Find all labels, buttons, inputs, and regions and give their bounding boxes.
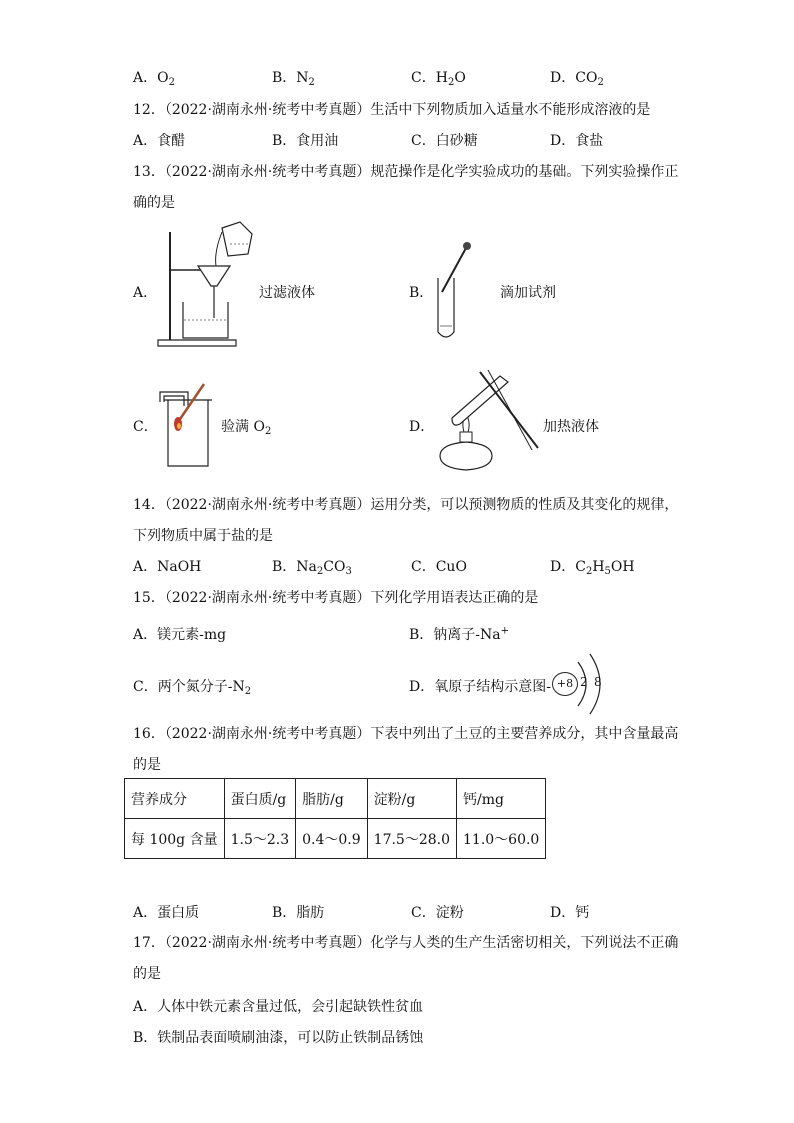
table-cell: 0.4～0.9 [296,819,368,859]
table-cell: 每 100g 含量 [125,819,225,859]
q14-option-c[interactable]: C．CuO [411,559,467,575]
table-row [125,819,546,859]
table-header-cell: 蛋白质/g [224,779,296,819]
q12-option-a[interactable]: A．食醋 [133,133,186,149]
q13-option-b-letter[interactable]: B． [409,285,434,301]
table-header-cell: 营养成分 [125,779,225,819]
q11-option-d[interactable]: D．$CO_2$ [550,70,604,88]
q11-option-b[interactable]: B．$N_2$ [272,70,315,88]
filtration-apparatus-figure [148,222,258,350]
table-cell: 17.5～28.0 [367,819,456,859]
atom-shell-1-count: 2 [580,675,588,689]
q11-option-c[interactable]: C．$H_2O$ [411,70,466,88]
q13-option-d-letter[interactable]: D． [409,419,435,435]
q16-option-c[interactable]: C．淀粉 [411,905,464,921]
q13-option-a-letter[interactable]: A． [133,285,158,301]
q15-option-c[interactable]: C．两个氮分子$-N_2$ [133,679,252,697]
atom-nucleus: +8 [552,672,578,696]
table-cell: 11.0～60.0 [457,819,546,859]
table-cell: 1.5～2.3 [224,819,296,859]
q13-option-c-letter[interactable]: C． [133,419,158,435]
q15-option-b[interactable]: B．钠离子-Na+ [409,625,510,643]
heating-liquid-figure [430,370,542,474]
q13-option-d-label: 加热液体 [543,419,599,435]
atom-shell-2-count: 8 [594,675,602,689]
q12-option-c[interactable]: C．白砂糖 [411,133,478,149]
q14-stem-line2: 下列物质中属于盐的是 [133,528,273,544]
table-header-cell: 脂肪/g [296,779,368,819]
q15-option-d[interactable]: D．氧原子结构示意图- [409,679,551,695]
q12-option-b[interactable]: B．食用油 [272,133,339,149]
q16-stem-line2: 的是 [133,757,161,773]
table-header-row [125,779,546,819]
q16-option-a[interactable]: A．蛋白质 [133,905,200,921]
q14-stem-line1: 14．（2022·湖南永州·统考中考真题）运用分类，可以预测物质的性质及其变化的规律， [133,497,679,513]
q17-stem-line2: 的是 [133,966,161,982]
q13-stem-line2: 确的是 [133,195,175,211]
q17-option-b[interactable]: B．铁制品表面喷刷油漆，可以防止铁制品锈蚀 [133,1030,424,1046]
dropper-test-tube-figure [432,238,472,344]
q15-stem: 15．（2022·湖南永州·统考中考真题）下列化学用语表达正确的是 [133,590,539,606]
table-header-cell: 钙/mg [457,779,546,819]
q14-option-a[interactable]: A．NaOH [133,559,202,575]
table-header-cell: 淀粉/g [367,779,456,819]
q13-option-c-label: 验满 $O_2$ [221,419,272,437]
q12-stem: 12．（2022·湖南永州·统考中考真题）生活中下列物质加入适量水不能形成溶液的是 [133,102,651,118]
q16-option-d[interactable]: D．钙 [550,905,590,921]
q15-option-a[interactable]: A．镁元素-mg [133,627,227,643]
q16-option-b[interactable]: B．脂肪 [272,905,325,921]
q13-option-b-label: 滴加试剂 [500,285,556,301]
q17-stem-line1: 17．（2022·湖南永州·统考中考真题）化学与人类的生产生活密切相关，下列说法不正确 [133,935,679,951]
q14-option-b[interactable]: B．$Na_2CO_3$ [272,559,352,577]
q12-option-d[interactable]: D．食盐 [550,133,604,149]
gas-bottle-splint-figure [158,382,214,468]
q14-option-d[interactable]: D．$C_2H_5OH$ [550,559,635,577]
q11-option-a[interactable]: A．$O_2$ [133,70,175,88]
nutrition-table [124,778,546,859]
q16-stem-line1: 16．（2022·湖南永州·统考中考真题）下表中列出了土豆的主要营养成分，其中含量最高 [133,726,679,742]
q13-option-a-label: 过滤液体 [259,285,315,301]
q17-option-a[interactable]: A．人体中铁元素含量过低，会引起缺铁性贫血 [133,999,424,1015]
q13-stem-line1: 13．（2022·湖南永州·统考中考真题）规范操作是化学实验成功的基础。下列实验操作正 [133,164,679,180]
